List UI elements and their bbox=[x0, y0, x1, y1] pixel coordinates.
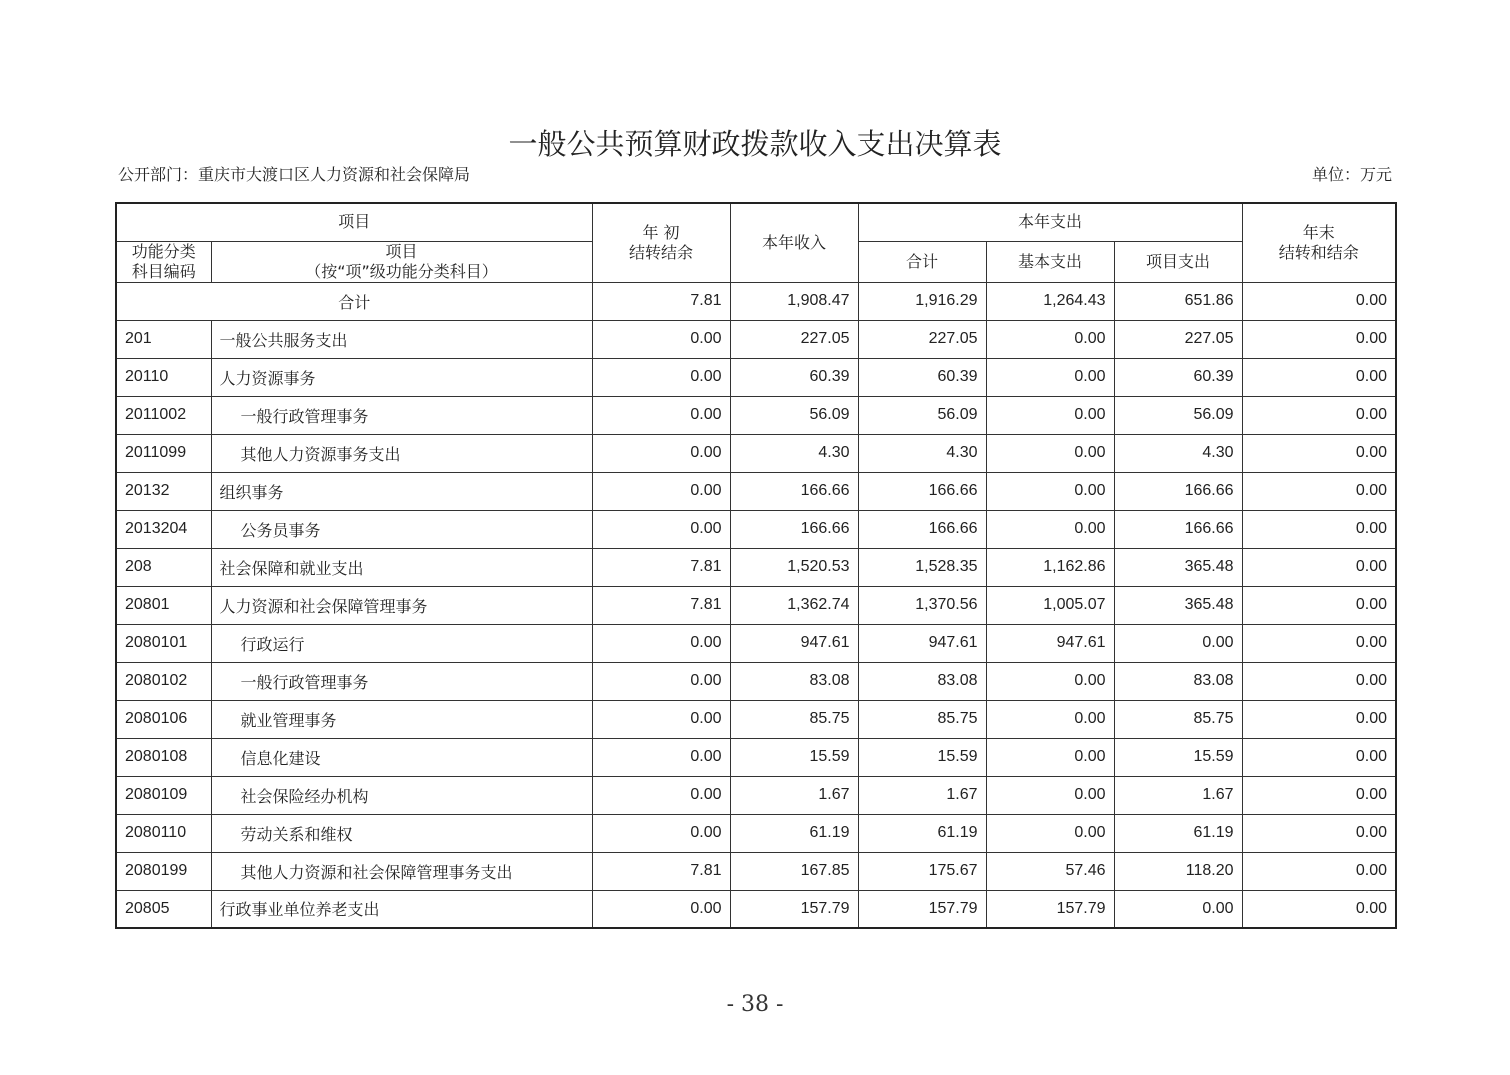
row-name: 组织事务 bbox=[211, 472, 592, 510]
row-expense-project: 83.08 bbox=[1114, 662, 1242, 700]
table-row bbox=[116, 434, 1396, 472]
row-code: 20805 bbox=[116, 890, 211, 928]
row-name: 人力资源和社会保障管理事务 bbox=[211, 586, 592, 624]
row-expense-total: 166.66 bbox=[858, 510, 986, 548]
total-exp-basic: 1,264.43 bbox=[986, 282, 1114, 320]
row-expense-total: 61.19 bbox=[858, 814, 986, 852]
page-number: - 38 - bbox=[726, 992, 784, 1017]
row-expense-basic: 0.00 bbox=[986, 700, 1114, 738]
header-code bbox=[116, 241, 211, 282]
row-begin-balance: 0.00 bbox=[592, 814, 730, 852]
header-expense-group: 本年支出 bbox=[858, 203, 1242, 241]
row-expense-project: 118.20 bbox=[1114, 852, 1242, 890]
row-begin-balance: 0.00 bbox=[592, 472, 730, 510]
header-expense-basic: 基本支出 bbox=[986, 241, 1114, 282]
header-begin-balance-line1: 年 初 bbox=[642, 222, 680, 242]
row-code: 20132 bbox=[116, 472, 211, 510]
row-name: 社会保障和就业支出 bbox=[211, 548, 592, 586]
row-code: 2011002 bbox=[116, 396, 211, 434]
row-code: 208 bbox=[116, 548, 211, 586]
row-income: 85.75 bbox=[730, 700, 858, 738]
row-end-balance: 0.00 bbox=[1242, 624, 1396, 662]
row-expense-project: 0.00 bbox=[1114, 624, 1242, 662]
row-expense-basic: 0.00 bbox=[986, 662, 1114, 700]
header-item-line2: （按“项”级功能分类科目） bbox=[305, 261, 498, 281]
total-exp-project: 651.86 bbox=[1114, 282, 1242, 320]
row-expense-total: 227.05 bbox=[858, 320, 986, 358]
total-row bbox=[116, 282, 1396, 320]
row-income: 227.05 bbox=[730, 320, 858, 358]
header-item-line1: 项目 bbox=[385, 241, 418, 261]
row-end-balance: 0.00 bbox=[1242, 776, 1396, 814]
row-end-balance: 0.00 bbox=[1242, 510, 1396, 548]
row-income: 4.30 bbox=[730, 434, 858, 472]
row-end-balance: 0.00 bbox=[1242, 320, 1396, 358]
row-expense-basic: 157.79 bbox=[986, 890, 1114, 928]
row-begin-balance: 0.00 bbox=[592, 510, 730, 548]
row-expense-basic: 1,162.86 bbox=[986, 548, 1114, 586]
row-begin-balance: 0.00 bbox=[592, 396, 730, 434]
row-income: 157.79 bbox=[730, 890, 858, 928]
row-code: 2080110 bbox=[116, 814, 211, 852]
row-expense-project: 60.39 bbox=[1114, 358, 1242, 396]
row-expense-basic: 0.00 bbox=[986, 738, 1114, 776]
table-row bbox=[116, 396, 1396, 434]
page-title: 一般公共预算财政拨款收入支出决算表 bbox=[508, 127, 1002, 161]
row-expense-basic: 0.00 bbox=[986, 472, 1114, 510]
table-row bbox=[116, 472, 1396, 510]
row-expense-total: 85.75 bbox=[858, 700, 986, 738]
row-code: 2080101 bbox=[116, 624, 211, 662]
header-begin-balance-line2: 结转结余 bbox=[629, 242, 694, 262]
row-expense-project: 85.75 bbox=[1114, 700, 1242, 738]
row-income: 60.39 bbox=[730, 358, 858, 396]
row-expense-basic: 0.00 bbox=[986, 434, 1114, 472]
row-expense-project: 4.30 bbox=[1114, 434, 1242, 472]
row-end-balance: 0.00 bbox=[1242, 814, 1396, 852]
row-expense-project: 56.09 bbox=[1114, 396, 1242, 434]
row-expense-total: 175.67 bbox=[858, 852, 986, 890]
row-expense-total: 60.39 bbox=[858, 358, 986, 396]
header-end-balance bbox=[1242, 203, 1396, 282]
row-income: 1,362.74 bbox=[730, 586, 858, 624]
row-name: 行政运行 bbox=[211, 624, 592, 662]
header-item-group: 项目 bbox=[116, 203, 592, 241]
table-row bbox=[116, 320, 1396, 358]
row-income: 166.66 bbox=[730, 472, 858, 510]
row-code: 20801 bbox=[116, 586, 211, 624]
row-expense-project: 365.48 bbox=[1114, 586, 1242, 624]
row-expense-total: 1.67 bbox=[858, 776, 986, 814]
row-code: 2011099 bbox=[116, 434, 211, 472]
row-expense-total: 15.59 bbox=[858, 738, 986, 776]
row-code: 2080102 bbox=[116, 662, 211, 700]
row-name: 信息化建设 bbox=[211, 738, 592, 776]
row-expense-total: 56.09 bbox=[858, 396, 986, 434]
row-expense-project: 15.59 bbox=[1114, 738, 1242, 776]
row-name: 社会保险经办机构 bbox=[211, 776, 592, 814]
row-code: 201 bbox=[116, 320, 211, 358]
header-expense-project: 项目支出 bbox=[1114, 241, 1242, 282]
header-expense-total: 合计 bbox=[858, 241, 986, 282]
row-end-balance: 0.00 bbox=[1242, 738, 1396, 776]
row-code: 2080109 bbox=[116, 776, 211, 814]
row-begin-balance: 7.81 bbox=[592, 586, 730, 624]
row-income: 56.09 bbox=[730, 396, 858, 434]
row-expense-basic: 0.00 bbox=[986, 814, 1114, 852]
row-expense-basic: 0.00 bbox=[986, 358, 1114, 396]
row-name: 就业管理事务 bbox=[211, 700, 592, 738]
row-income: 1,520.53 bbox=[730, 548, 858, 586]
row-begin-balance: 0.00 bbox=[592, 624, 730, 662]
row-begin-balance: 0.00 bbox=[592, 662, 730, 700]
row-begin-balance: 0.00 bbox=[592, 700, 730, 738]
row-expense-basic: 0.00 bbox=[986, 776, 1114, 814]
table-row bbox=[116, 890, 1396, 928]
header-end-balance-line1: 年末 bbox=[1302, 222, 1335, 242]
table-row bbox=[116, 814, 1396, 852]
row-expense-basic: 1,005.07 bbox=[986, 586, 1114, 624]
row-begin-balance: 7.81 bbox=[592, 548, 730, 586]
row-expense-project: 227.05 bbox=[1114, 320, 1242, 358]
table-row bbox=[116, 662, 1396, 700]
row-name: 人力资源事务 bbox=[211, 358, 592, 396]
row-begin-balance: 0.00 bbox=[592, 776, 730, 814]
row-begin-balance: 0.00 bbox=[592, 358, 730, 396]
row-code: 2080199 bbox=[116, 852, 211, 890]
row-income: 167.85 bbox=[730, 852, 858, 890]
total-end: 0.00 bbox=[1242, 282, 1396, 320]
row-expense-basic: 0.00 bbox=[986, 320, 1114, 358]
header-begin-balance bbox=[592, 203, 730, 282]
row-expense-project: 365.48 bbox=[1114, 548, 1242, 586]
total-label: 合计 bbox=[116, 282, 592, 320]
table-row bbox=[116, 776, 1396, 814]
row-end-balance: 0.00 bbox=[1242, 890, 1396, 928]
row-name: 一般行政管理事务 bbox=[211, 662, 592, 700]
table-row bbox=[116, 624, 1396, 662]
row-end-balance: 0.00 bbox=[1242, 586, 1396, 624]
row-expense-basic: 947.61 bbox=[986, 624, 1114, 662]
table-body bbox=[116, 282, 1396, 928]
row-code: 2080108 bbox=[116, 738, 211, 776]
header-code-line2: 科目编码 bbox=[131, 261, 196, 281]
header-code-line1: 功能分类 bbox=[131, 241, 196, 261]
row-expense-project: 166.66 bbox=[1114, 472, 1242, 510]
row-expense-project: 0.00 bbox=[1114, 890, 1242, 928]
row-name: 行政事业单位养老支出 bbox=[211, 890, 592, 928]
table-row bbox=[116, 586, 1396, 624]
row-name: 一般行政管理事务 bbox=[211, 396, 592, 434]
row-expense-total: 166.66 bbox=[858, 472, 986, 510]
row-expense-total: 83.08 bbox=[858, 662, 986, 700]
header-income: 本年收入 bbox=[730, 203, 858, 282]
row-begin-balance: 0.00 bbox=[592, 890, 730, 928]
row-expense-project: 61.19 bbox=[1114, 814, 1242, 852]
unit-label: 单位：万元 bbox=[1311, 165, 1392, 184]
row-expense-project: 166.66 bbox=[1114, 510, 1242, 548]
row-end-balance: 0.00 bbox=[1242, 434, 1396, 472]
row-begin-balance: 0.00 bbox=[592, 738, 730, 776]
row-expense-project: 1.67 bbox=[1114, 776, 1242, 814]
row-name: 劳动关系和维权 bbox=[211, 814, 592, 852]
row-name: 公务员事务 bbox=[211, 510, 592, 548]
total-income: 1,908.47 bbox=[730, 282, 858, 320]
table-row bbox=[116, 852, 1396, 890]
row-name: 一般公共服务支出 bbox=[211, 320, 592, 358]
header-item bbox=[211, 241, 592, 282]
row-expense-total: 157.79 bbox=[858, 890, 986, 928]
table-row bbox=[116, 548, 1396, 586]
row-expense-total: 1,528.35 bbox=[858, 548, 986, 586]
row-income: 1.67 bbox=[730, 776, 858, 814]
row-expense-basic: 0.00 bbox=[986, 396, 1114, 434]
total-begin: 7.81 bbox=[592, 282, 730, 320]
row-income: 947.61 bbox=[730, 624, 858, 662]
row-end-balance: 0.00 bbox=[1242, 472, 1396, 510]
table-row bbox=[116, 738, 1396, 776]
row-expense-total: 947.61 bbox=[858, 624, 986, 662]
row-end-balance: 0.00 bbox=[1242, 548, 1396, 586]
row-expense-total: 1,370.56 bbox=[858, 586, 986, 624]
row-code: 2080106 bbox=[116, 700, 211, 738]
row-code: 20110 bbox=[116, 358, 211, 396]
row-expense-total: 4.30 bbox=[858, 434, 986, 472]
row-income: 83.08 bbox=[730, 662, 858, 700]
table-row bbox=[116, 358, 1396, 396]
row-begin-balance: 0.00 bbox=[592, 320, 730, 358]
budget-table bbox=[115, 202, 1397, 929]
row-name: 其他人力资源事务支出 bbox=[211, 434, 592, 472]
row-end-balance: 0.00 bbox=[1242, 358, 1396, 396]
row-begin-balance: 0.00 bbox=[592, 434, 730, 472]
row-end-balance: 0.00 bbox=[1242, 700, 1396, 738]
department-label: 公开部门：重庆市大渡口区人力资源和社会保障局 bbox=[118, 165, 471, 184]
row-expense-basic: 57.46 bbox=[986, 852, 1114, 890]
row-income: 166.66 bbox=[730, 510, 858, 548]
total-exp-total: 1,916.29 bbox=[858, 282, 986, 320]
table-row bbox=[116, 510, 1396, 548]
row-begin-balance: 7.81 bbox=[592, 852, 730, 890]
table-row bbox=[116, 700, 1396, 738]
row-expense-basic: 0.00 bbox=[986, 510, 1114, 548]
row-name: 其他人力资源和社会保障管理事务支出 bbox=[211, 852, 592, 890]
row-end-balance: 0.00 bbox=[1242, 396, 1396, 434]
row-end-balance: 0.00 bbox=[1242, 852, 1396, 890]
row-end-balance: 0.00 bbox=[1242, 662, 1396, 700]
row-code: 2013204 bbox=[116, 510, 211, 548]
header-end-balance-line2: 结转和结余 bbox=[1278, 242, 1359, 262]
row-income: 15.59 bbox=[730, 738, 858, 776]
header-row-1 bbox=[116, 203, 1396, 241]
row-income: 61.19 bbox=[730, 814, 858, 852]
